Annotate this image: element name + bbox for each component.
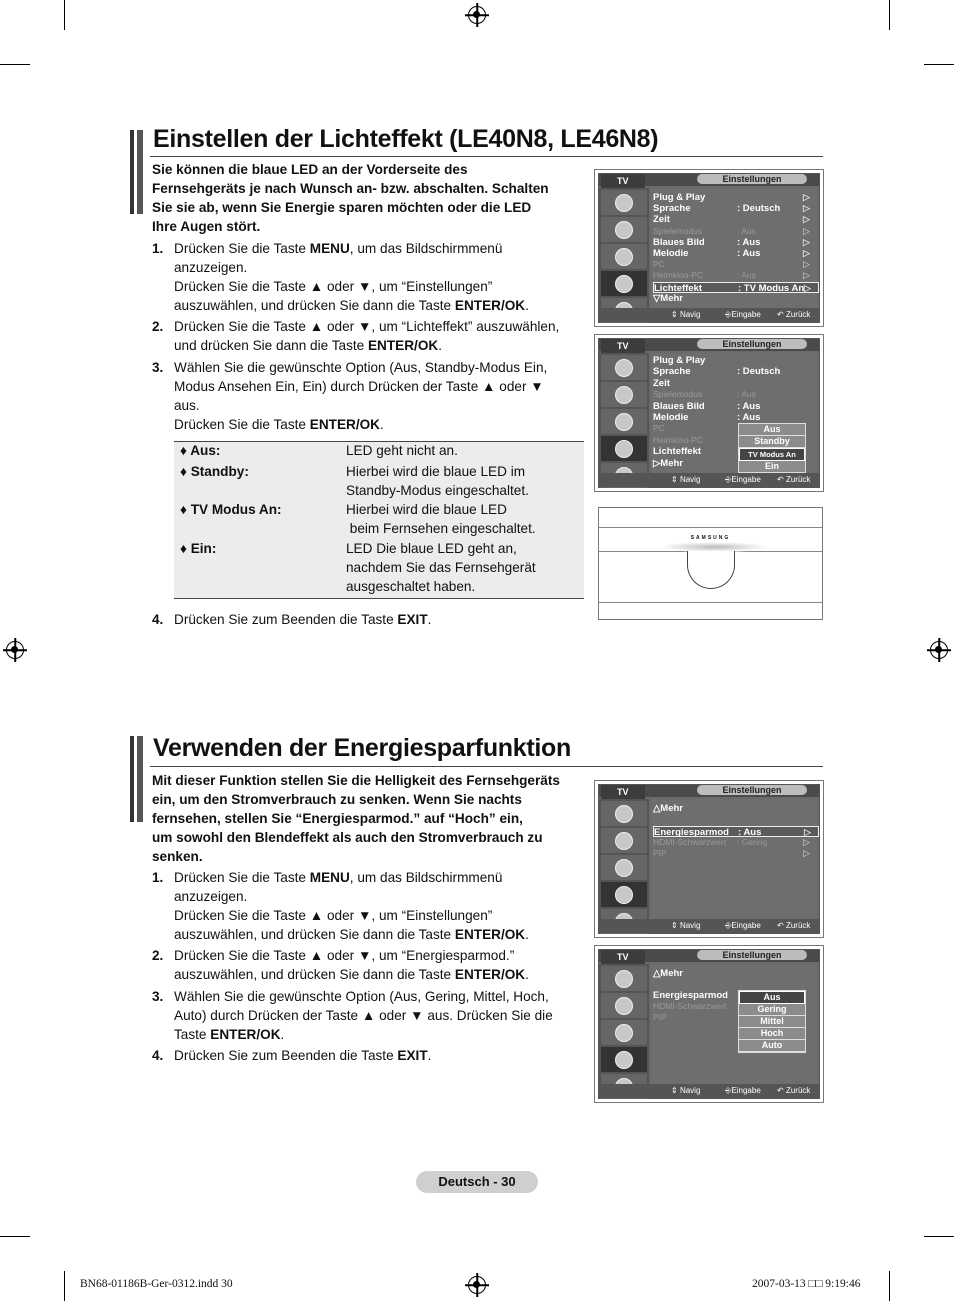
menu-sidebar [599,799,649,919]
menu-item: Lichteffekt : TV Modus An ▷ [653,282,819,293]
section-title: Einstellen der Lichteffekt (LE40N8, LE46N8) [153,125,659,153]
menu-item: ▽Mehr [653,292,684,304]
dropdown-option: TV Modus An [739,448,805,461]
dropdown-option: Hoch [739,1028,805,1040]
sound-icon [601,382,647,407]
menu-item: Blaues Bild : Aus ▷ [653,236,810,248]
menu-sidebar [599,353,649,473]
osd-menu-energy [594,780,824,938]
step-number: 1. [152,870,164,885]
menu-footer: ⇕ Navig ⎆Eingabe ↶ Zurück [599,919,819,933]
picture-icon [601,190,647,215]
channel-icon [601,244,647,269]
setup-icon [601,436,647,461]
menu-item: Plug & Play ▷ [653,192,810,203]
picture-icon [601,801,647,826]
menu-item: Heimkino-PC : Aus ▷ [653,270,810,281]
sound-icon [601,217,647,242]
menu-item: Plug & Play [653,355,706,366]
menu-item: HDMI-Schwarzwert [653,1001,727,1011]
menu-footer: ⇕ Navig ⎆Eingabe ↶ Zurück [599,473,819,487]
registration-mark-top [468,6,486,24]
menu-item: Lichteffekt [653,446,702,458]
sound-icon [601,828,647,853]
section-marker [137,736,143,822]
setup-icon [601,271,647,296]
tv-brand-logo: SAMSUNG [690,535,731,541]
menu-item: Melodie : Aus ▷ [653,248,810,259]
step-number: 4. [152,1048,164,1063]
step-number: 1. [152,241,164,256]
menu-item: Zeit ▷ [653,214,810,226]
menu-sidebar [599,188,649,308]
option-key: ♦ Ein: [180,541,217,556]
step-text: Wählen Sie die gewünschte Option (Aus, Standby-Modus Ein, Modus Ansehen Ein, Ein) durch Drücken der Taste ▲ oder ▼ aus. Drücken Sie die Taste ENTER/OK. [174,360,548,432]
menu-item: Energiesparmod [653,990,728,1001]
dropdown-option: Aus [739,424,805,436]
menu-item: Energiesparmod : Aus ▷ [653,826,819,837]
registration-mark-bottom [468,1276,486,1294]
osd-menu-settings [594,169,824,327]
step-number: 4. [152,612,164,627]
tv-label: TV [601,785,645,799]
menu-item: Spielemodus : Aus [653,389,756,400]
menu-item: PC ▷ [653,259,810,270]
setup-icon [601,882,647,907]
step-number: 3. [152,360,164,375]
dropdown-option: Standby [739,436,805,448]
section-marker [130,736,134,822]
dropdown-option: Gering [739,1004,805,1016]
step-text: Wählen Sie die gewünschte Option (Aus, Gering, Mittel, Hoch, Auto) durch Drücken der Taste ▲ oder ▼ aus. Drücken Sie die Taste ENTER/OK. [174,989,553,1042]
section-marker [130,130,134,214]
step-number: 2. [152,319,164,334]
step-text: Drücken Sie die Taste ▲ oder ▼, um “Lichteffekt” auszuwählen, und drücken Sie dann die Taste ENTER/OK. [174,319,560,353]
menu-item: Spielemodus : Aus ▷ [653,225,810,236]
channel-icon [601,855,647,880]
menu-item: Heimkino-PC [653,434,704,445]
lichteffekt-dropdown [738,423,806,474]
channel-icon [601,409,647,434]
menu-item: Melodie : Aus [653,412,761,423]
tv-front-illustration [598,507,823,620]
section-marker [137,130,143,214]
option-description: LED geht nicht an. [346,443,458,458]
menu-item: PIP ▷ [653,848,810,858]
channel-icon [601,1020,647,1045]
menu-footer: ⇕ Navig ⎆Eingabe ↶ Zurück [599,1084,819,1098]
menu-item: Blaues Bild : Aus [653,400,761,412]
imprint-timestamp: 2007-03-13 □□ 9:19:46 [752,1278,861,1290]
dropdown-option: Aus [739,991,805,1004]
menu-item: ▷Mehr [653,457,684,469]
menu-sidebar [599,964,649,1084]
picture-icon [601,355,647,380]
section-title: Verwenden der Energiesparfunktion [153,734,571,762]
step-text: Drücken Sie zum Beenden die Taste EXIT. [174,612,432,627]
intro-text: Sie können die blaue LED an der Vorderseite des Fernsehgeräts je nach Wunsch an- bzw. abschalten. Schalten Sie sie ab, wenn Sie Energie sparen möchten oder die LED Ihre Augen stört. [152,162,549,234]
option-description: Hierbei wird die blaue LED beim Fernsehen eingeschaltet. [346,502,536,536]
option-description: Hierbei wird die blaue LED im Standby-Modus eingeschaltet. [346,464,529,498]
menu-footer: ⇕ Navig ⎆Eingabe ↶ Zurück [599,308,819,322]
imprint-file: BN68-01186B-Ger-0312.indd 30 [80,1278,233,1290]
step-text: Drücken Sie die Taste MENU, um das Bildschirmmenü anzuzeigen. Drücken Sie die Taste ▲ oder ▼, um “Einstellungen” auszuwählen, und drücken Sie dann die Taste ENTER/OK. [174,870,529,942]
tv-label: TV [601,339,645,353]
tv-label: TV [601,950,645,964]
menu-title: Einstellungen [697,950,807,960]
menu-title: Einstellungen [697,339,807,349]
menu-item: △Mehr [653,968,684,979]
sound-icon [601,993,647,1018]
step-text: Drücken Sie die Taste MENU, um das Bildschirmmenü anzuzeigen. Drücken Sie die Taste ▲ oder ▼, um “Einstellungen” auszuwählen, und drücken Sie dann die Taste ENTER/OK. [174,241,529,313]
dropdown-option: Ein [739,461,805,473]
menu-item: Sprache : Deutsch ▷ [653,203,810,215]
menu-item: PIP [653,1012,667,1022]
step-number: 3. [152,989,164,1004]
tv-label: TV [601,174,645,188]
setup-icon [601,1047,647,1072]
step-number: 2. [152,948,164,963]
option-key: ♦ Standby: [180,464,249,479]
step-text: Drücken Sie zum Beenden die Taste EXIT. [174,1048,432,1063]
dropdown-option: Mittel [739,1016,805,1028]
registration-mark-right [930,641,948,659]
menu-item: HDMI-Schwarzwert : Gering ▷ [653,837,810,847]
menu-title: Einstellungen [697,174,807,184]
energiesparmod-dropdown [738,990,806,1053]
option-key: ♦ Aus: [180,443,221,458]
picture-icon [601,966,647,991]
tv-stand [687,551,735,589]
page-number: Deutsch - 30 [416,1171,538,1193]
menu-title: Einstellungen [697,785,807,795]
dropdown-option: Auto [739,1040,805,1052]
title-rule [150,156,823,157]
menu-item: Zeit [653,377,670,389]
registration-mark-left [6,641,24,659]
menu-item: PC [653,423,665,434]
step-text: Drücken Sie die Taste ▲ oder ▼, um “Energiesparmod.” auszuwählen, und drücken Sie dann die Taste ENTER/OK. [174,948,529,982]
intro-text: Mit dieser Funktion stellen Sie die Helligkeit des Fernsehgeräts ein, um den Stromverbrauch zu senken. Wenn Sie nachts fernsehen, stellen Sie “Energiesparmod.” auf “Hoch” ein, um sowohl den Blendeffekt als auch den Stromverbrauch zu senken. [152,773,560,864]
title-rule [150,766,823,767]
osd-menu-energy-dropdown [594,945,824,1103]
option-description: LED Die blaue LED geht an, nachdem Sie das Fernsehgerät ausgeschaltet haben. [346,541,536,594]
osd-menu-settings-dropdown [594,334,824,492]
option-key: ♦ TV Modus An: [180,502,282,517]
menu-item: Sprache : Deutsch [653,366,781,378]
menu-item: △Mehr [653,803,684,814]
